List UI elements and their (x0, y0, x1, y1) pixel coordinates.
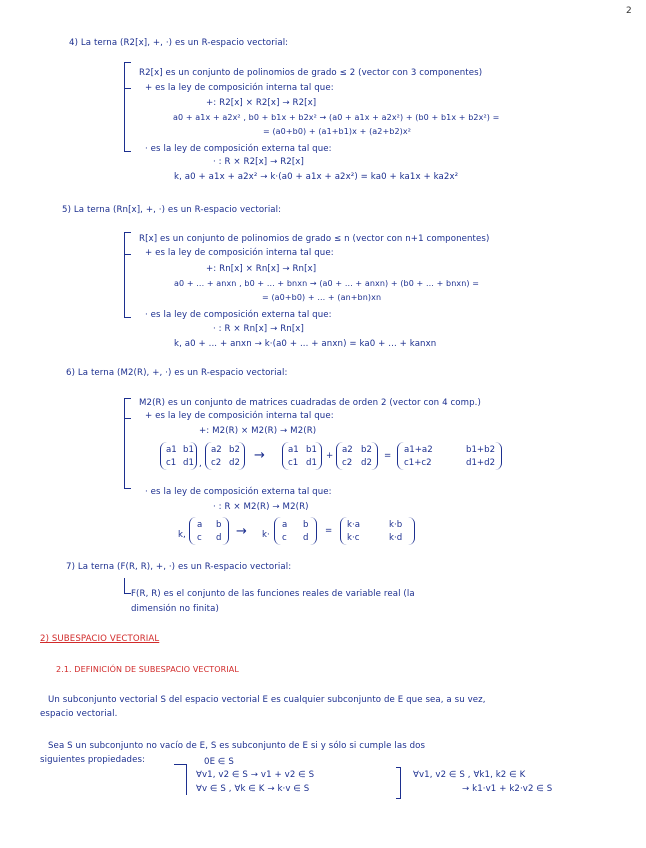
scalar-equals: = (325, 526, 333, 536)
definition-line-1: Un subconjunto vectorial S del espacio vectorial E es cualquier subconjunto de E que sea, a su vez, (48, 695, 486, 705)
matrix-equals: = (384, 451, 392, 461)
property-sum: ∀v1, v2 ∈ S → v1 + v2 ∈ S (196, 770, 315, 780)
section-5-line-6: · es la ley de composición externa tal que: (145, 310, 332, 320)
section-5-line-1: R[x] es un conjunto de polinomios de grado ≤ n (vector con n+1 componentes) (139, 234, 490, 244)
section-7-title: 7) La terna (F(R, R), +, ·) es un R-espacio vectorial: (66, 562, 292, 572)
page-number: 2 (626, 6, 632, 16)
matrix-7-d: k·d (389, 533, 403, 543)
matrix-3-c: c1 (288, 458, 299, 468)
matrix-result-c: c1+c2 (404, 458, 432, 468)
matrix-6-a: a (282, 520, 288, 530)
section-4-line-6: · es la ley de composición externa tal que: (145, 144, 332, 154)
matrix-4-c: c2 (342, 458, 353, 468)
section-6-line-1: M2(R) es un conjunto de matrices cuadradas de orden 2 (vector con 4 comp.) (139, 398, 481, 408)
section-6-line-7: · : R × M2(R) → M2(R) (213, 502, 309, 512)
combined-property-line-1: ∀v1, v2 ∈ S , ∀k1, k2 ∈ K (413, 770, 526, 780)
combined-property-line-2: → k1·v1 + k2·v2 ∈ S (462, 784, 553, 794)
matrix-3-a: a1 (288, 445, 299, 455)
matrix-5-c: c (197, 533, 202, 543)
matrix-result-a: a1+a2 (404, 445, 433, 455)
section-5-line-7: · : R × Rn[x] → Rn[x] (213, 324, 304, 334)
section-4-line-4: a0 + a1x + a2x² , b0 + b1x + b2x² → (a0 + a1x + a2x²) + (b0 + b1x + b2x²) = (173, 113, 500, 122)
matrix-result-b: b1+b2 (466, 445, 496, 455)
section-5-line-4: a0 + ... + anxn , b0 + ... + bnxn → (a0 + ... + anxn) + (b0 + ... + bnxn) = (174, 279, 480, 288)
section-6-bracket (124, 398, 125, 488)
matrix-arrow: → (254, 448, 265, 463)
section-2-heading: 2) SUBESPACIO VECTORIAL (40, 634, 160, 644)
matrix-3-b: b1 (306, 445, 317, 455)
definition-line-2: espacio vectorial. (40, 709, 118, 719)
section-5-line-2: + es la ley de composición interna tal que: (145, 248, 334, 258)
matrix-4-d: d2 (361, 458, 372, 468)
property-scalar: ∀v ∈ S , ∀k ∈ K → k·v ∈ S (196, 784, 310, 794)
matrix-7-a: k·a (347, 520, 360, 530)
properties-intro-line-1: Sea S un subconjunto no vacío de E, S es subconjunto de E si y sólo si cumple las dos (48, 741, 426, 751)
property-zero: 0E ∈ S (204, 757, 234, 767)
matrix-1-d: d1 (183, 458, 194, 468)
matrix-1-a: a1 (166, 445, 177, 455)
matrix-4-a: a2 (342, 445, 353, 455)
scalar-arrow: → (236, 524, 247, 539)
section-7-line-1: F(R, R) es el conjunto de las funciones reales de variable real (la (131, 589, 415, 599)
section-4-title: 4) La terna (R2[x], +, ·) es un R-espacio vectorial: (69, 38, 289, 48)
section-5-line-8: k, a0 + ... + anxn → k·(a0 + ... + anxn) = ka0 + ... + kanxn (174, 339, 437, 349)
section-5-line-3: +: Rn[x] × Rn[x] → Rn[x] (206, 264, 317, 274)
matrix-comma: , (199, 459, 202, 469)
matrix-5-a: a (197, 520, 203, 530)
matrix-7-c: k·c (347, 533, 360, 543)
matrix-2-c: c2 (211, 458, 222, 468)
section-4-line-1: R2[x] es un conjunto de polinomios de grado ≤ 2 (vector con 3 componentes) (139, 68, 483, 78)
section-6-title: 6) La terna (M2(R), +, ·) es un R-espacio vectorial: (66, 368, 288, 378)
matrix-5 (189, 517, 229, 545)
section-4-line-8: k, a0 + a1x + a2x² → k·(a0 + a1x + a2x²) = ka0 + ka1x + ka2x² (174, 172, 459, 182)
properties-bracket (186, 764, 187, 795)
section-4-bracket (124, 62, 125, 151)
scalar-k-dot: k· (262, 530, 270, 540)
matrix-3-d: d1 (306, 458, 317, 468)
section-2-1-heading: 2.1. DEFINICIÓN DE SUBESPACIO VECTORIAL (56, 665, 239, 674)
scalar-k: k, (178, 530, 186, 540)
matrix-2-a: a2 (211, 445, 222, 455)
section-6-line-6: · es la ley de composición externa tal que: (145, 487, 332, 497)
section-4-line-5: = (a0+b0) + (a1+b1)x + (a2+b2)x² (263, 127, 412, 136)
section-5-line-5: = (a0+b0) + ... + (an+bn)xn (262, 293, 382, 302)
section-6-line-3: +: M2(R) × M2(R) → M2(R) (199, 426, 317, 436)
matrix-2-d: d2 (229, 458, 240, 468)
section-4-line-7: · : R × R2[x] → R2[x] (213, 157, 304, 167)
equivalence-bracket (396, 767, 401, 799)
matrix-5-b: b (216, 520, 222, 530)
section-4-line-3: +: R2[x] × R2[x] → R2[x] (206, 98, 317, 108)
matrix-6 (274, 517, 317, 545)
matrix-6-d: d (303, 533, 309, 543)
section-6-line-2: + es la ley de composición interna tal que: (145, 411, 334, 421)
matrix-5-d: d (216, 533, 222, 543)
matrix-6-c: c (282, 533, 287, 543)
section-7-line-2: dimensión no finita) (131, 604, 219, 614)
matrix-plus: + (326, 451, 334, 461)
matrix-1-c: c1 (166, 458, 177, 468)
matrix-1-b: b1 (183, 445, 194, 455)
section-4-line-2: + es la ley de composición interna tal que: (145, 83, 334, 93)
matrix-6-b: b (303, 520, 309, 530)
matrix-4-b: b2 (361, 445, 372, 455)
section-5-title: 5) La terna (Rn[x], +, ·) es un R-espacio vectorial: (62, 205, 282, 215)
properties-intro-line-2: siguientes propiedades: (40, 755, 146, 765)
matrix-7-b: k·b (389, 520, 403, 530)
matrix-result-d: d1+d2 (466, 458, 496, 468)
matrix-2-b: b2 (229, 445, 240, 455)
section-5-bracket (124, 232, 125, 317)
section-7-bracket (124, 578, 125, 593)
